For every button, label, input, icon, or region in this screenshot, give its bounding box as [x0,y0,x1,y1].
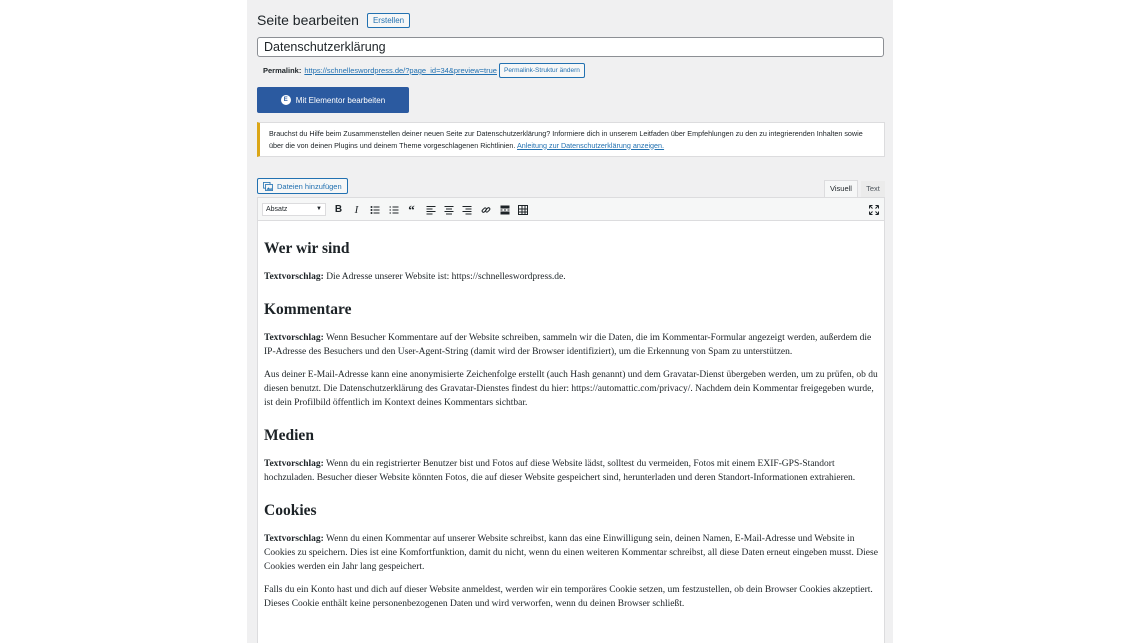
media-icon [263,182,273,191]
tab-text[interactable]: Text [861,181,885,197]
paragraph-text: Die Adresse unserer Website ist: https://schnelleswordpress.de. [323,272,566,282]
title-row [257,12,410,28]
bold-icon[interactable]: B [334,204,343,215]
add-new-button[interactable]: Erstellen [367,13,410,28]
fullscreen-icon[interactable] [867,203,880,216]
privacy-policy-notice [257,122,885,157]
add-media-button[interactable] [257,178,348,194]
edit-with-elementor-button[interactable] [257,87,409,113]
blockquote-icon[interactable]: “ [408,201,415,217]
paragraph-text: Wenn du ein registrierter Benutzer bist und Fotos auf diese Website lädst, solltest du vermeiden, Fotos mit einem EXIF-GPS-Standort hochzuladen. Besucher dieser Website könnten Fotos, die auf dieser Website gespeichert sind, herunterladen und deren Standort-Informationen extrahieren. [264,459,856,483]
italic-icon[interactable]: I [354,203,359,216]
heading-who-we-are: Wer wir sind [264,240,350,257]
heading-cookies: Cookies [264,502,317,519]
elementor-button-label: Mit Elementor bearbeiten [295,95,386,105]
paragraph [264,331,878,359]
bullet-list-icon[interactable] [368,203,381,216]
suggestion-label: Textvorschlag: [264,459,324,469]
elementor-icon: E [281,95,291,105]
toolbar-toggle-icon[interactable] [516,203,529,216]
editor-content[interactable] [257,221,885,643]
chevron-down-icon: ▼ [316,206,322,212]
paragraph: Falls du ein Konto hast und dich auf dieser Website anmeldest, werden wir ein temporäres Cookie setzen, um festzustellen, ob dein Browser Cookies akzeptiert. Dieses Cookie enthält keine personenbezogenen Daten und wird verworfen, wenn du deinen Browser schließt. [264,585,873,609]
paragraph: Aus deiner E-Mail-Adresse kann eine anonymisierte Zeichenfolge erstellt (auch Hash genannt) und dem Gravatar-Dienst übergeben werden, um zu prüfen, ob du diesen benutzt. Die Datenschutzerklärung des Gravatar-Dienstes findest du hier: https://automattic.com/privacy/. Nachdem dein Kommentar freigegeben wurde, ist dein Profilbild öffentlich im Kontext deines Kommentars sichtbar. [264,370,878,408]
paragraph [264,532,878,574]
permalink-link[interactable]: https://schnelleswordpress.de/?page_id=34&preview=true [304,66,497,75]
notice-text: Brauchst du Hilfe beim Zusammenstellen deiner neuen Seite zur Datenschutzerklärung? Informiere dich in unserem Leitfaden über Empfehlungen zu den zu integrierenden Inhalten sowie über die von deinen Plugins und deinem Theme vorgeschlagenen Richtlinien. [269,129,863,150]
add-media-label: Dateien hinzufügen [277,181,342,191]
paragraph-text: Wenn Besucher Kommentare auf der Website schreiben, sammeln wir die Daten, die im Kommentar-Formular angezeigt werden, außerdem die IP-Adresse des Besuchers und den User-Agent-String (damit wird der Browser identifiziert), um die Erkennung von Spam zu unterstützen. [264,333,872,357]
align-left-icon[interactable] [424,203,437,216]
format-select[interactable] [262,203,326,216]
align-center-icon[interactable] [442,203,455,216]
align-right-icon[interactable] [460,203,473,216]
heading-comments: Kommentare [264,301,352,318]
format-select-value: Absatz [266,206,288,213]
post-title-input[interactable]: Datenschutzerklärung [257,37,884,57]
permalink-row [263,63,585,78]
numbered-list-icon[interactable] [387,203,400,216]
suggestion-label: Textvorschlag: [264,534,324,544]
paragraph [264,457,878,485]
page-title: Seite bearbeiten [257,12,359,28]
permalink-label: Permalink: [263,66,302,75]
suggestion-label: Textvorschlag: [264,333,324,343]
heading-media: Medien [264,427,314,444]
link-icon[interactable] [479,203,492,216]
read-more-icon[interactable] [498,203,511,216]
paragraph-text: Wenn du einen Kommentar auf unserer Website schreibst, kann das eine Einwilligung sein, deinen Namen, E-Mail-Adresse und Website in Cookies zu speichern. Dies ist eine Komfortfunktion, damit du nicht, wenn du einen weiteren Kommentar schreibst, all diese Daten erneut eingeben musst. Diese Cookies werden ein Jahr lang gespeichert. [264,534,878,572]
permalink-structure-button[interactable]: Permalink-Struktur ändern [499,63,585,78]
editor-toolbar [257,197,885,221]
privacy-guide-link[interactable]: Anleitung zur Datenschutzerklärung anzeigen. [517,140,665,150]
paragraph [264,270,878,284]
tab-visual[interactable]: Visuell [824,180,858,197]
suggestion-label: Textvorschlag: [264,272,324,282]
